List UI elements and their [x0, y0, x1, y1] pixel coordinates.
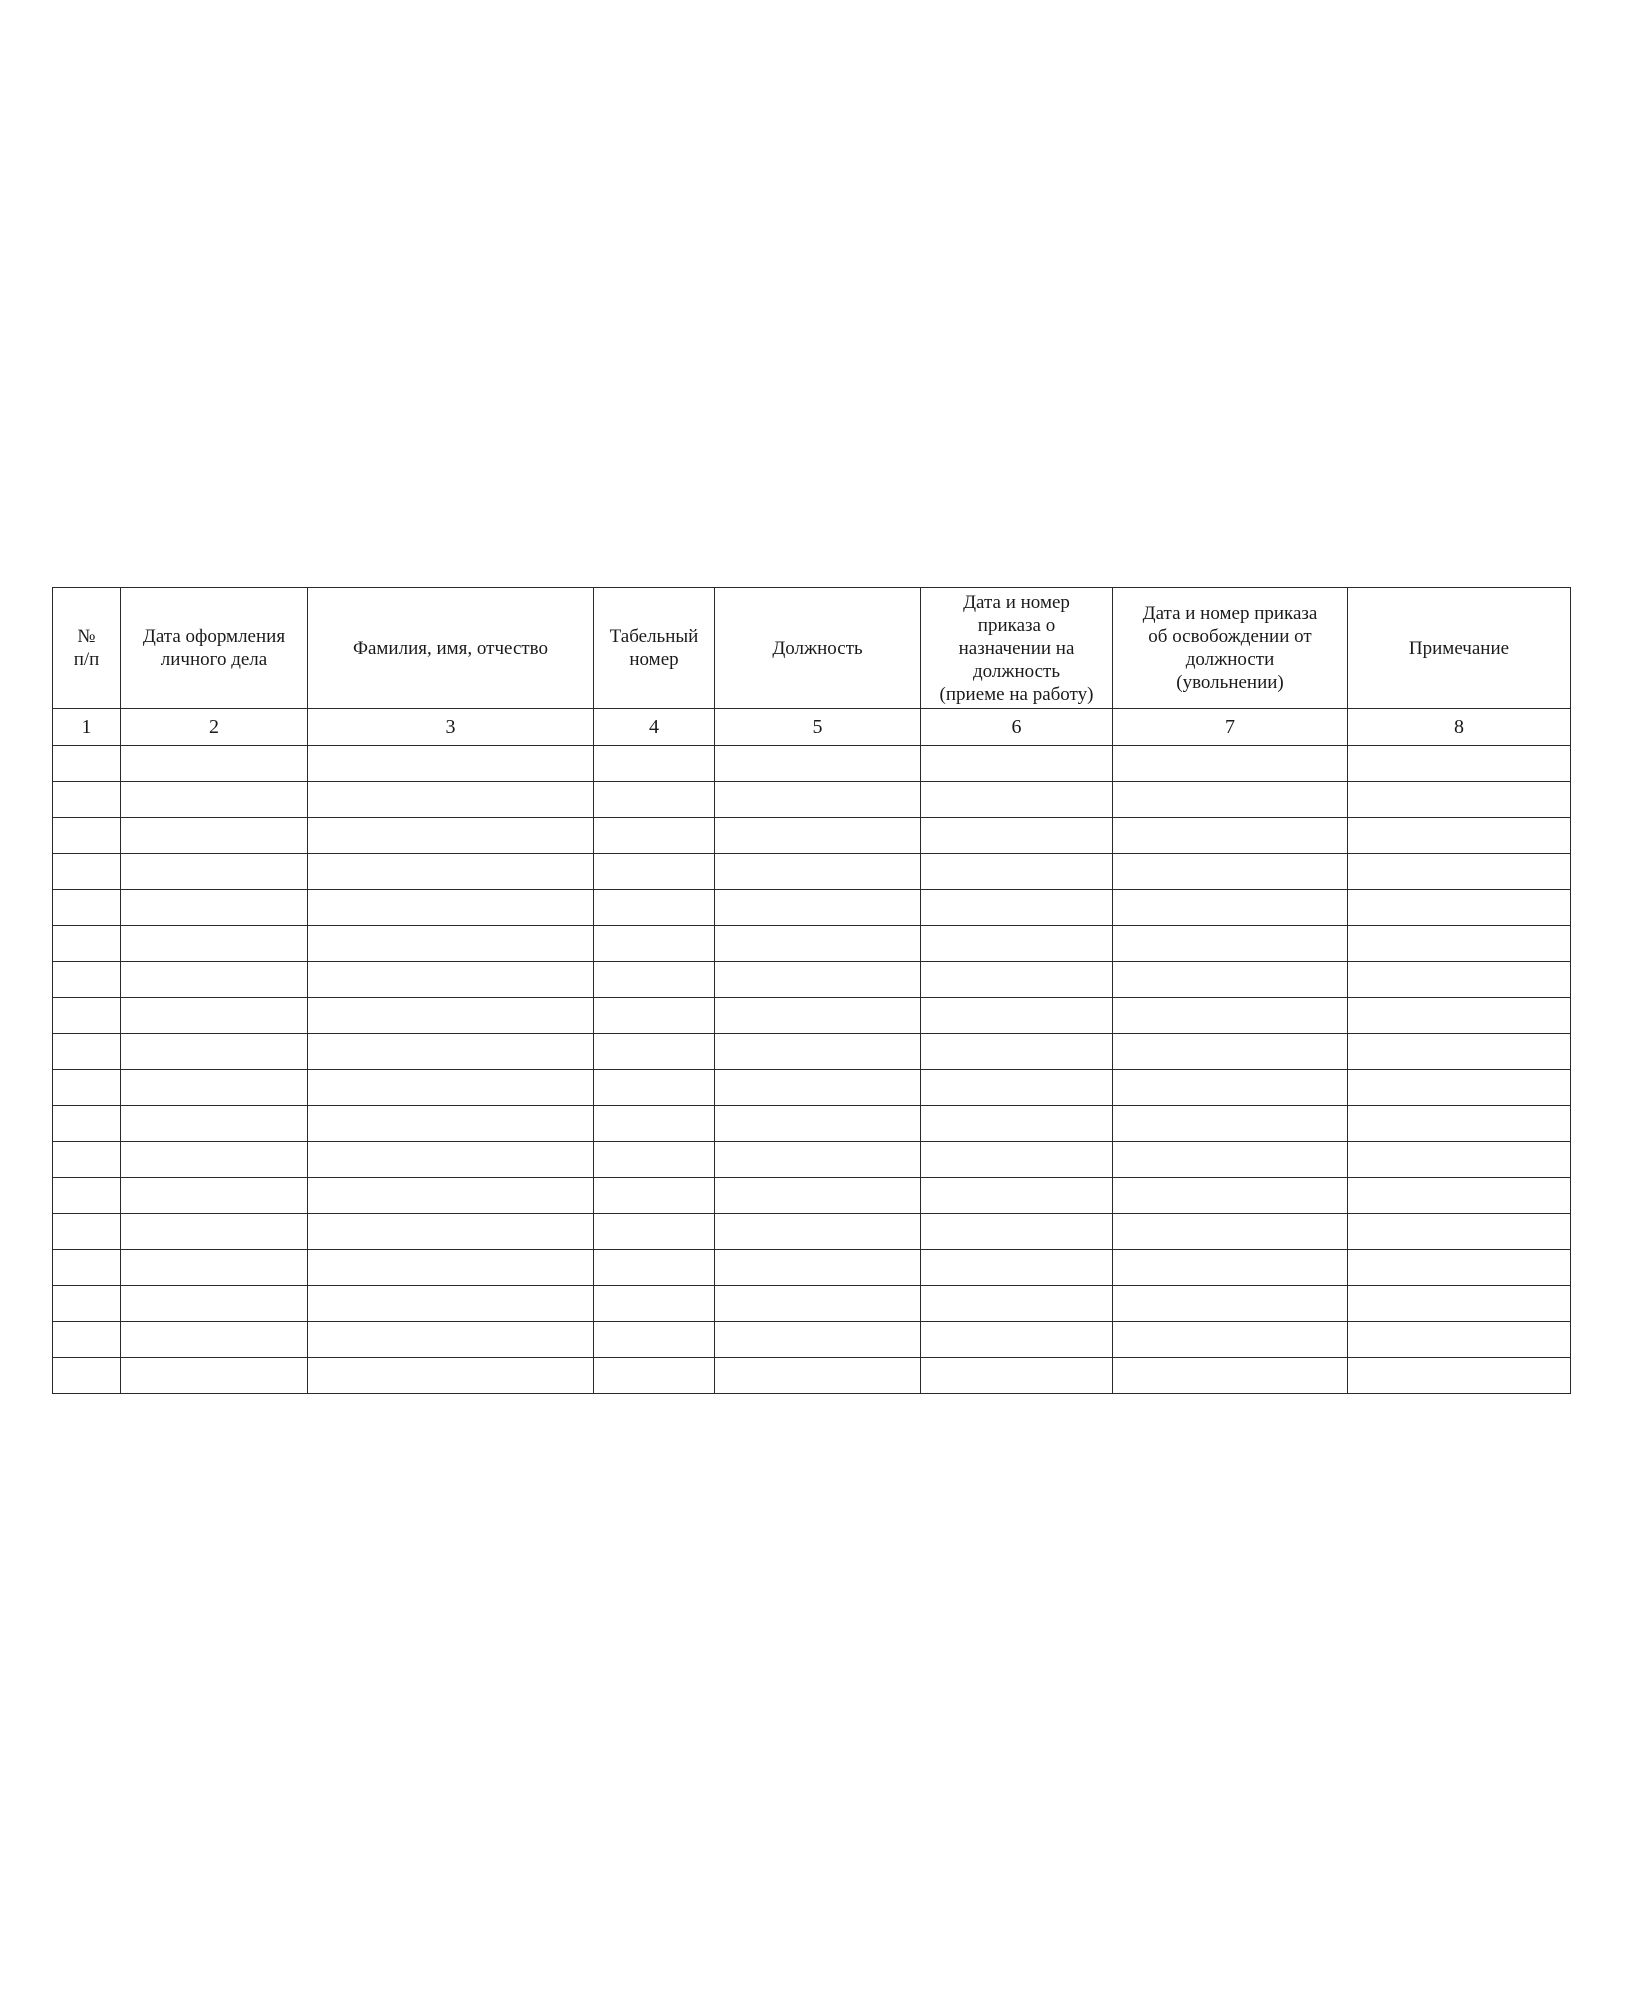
- table-cell: [308, 998, 594, 1034]
- table-cell: [121, 1358, 308, 1394]
- table-cell: [594, 998, 715, 1034]
- table-cell: [715, 1214, 921, 1250]
- table-cell: [715, 1070, 921, 1106]
- table-cell: [1348, 818, 1571, 854]
- table-cell: [715, 1250, 921, 1286]
- table-cell: [715, 1142, 921, 1178]
- table-cell: [715, 890, 921, 926]
- table-cell: [308, 782, 594, 818]
- table-cell: [594, 926, 715, 962]
- table-row: [53, 1250, 1571, 1286]
- table-cell: [121, 1034, 308, 1070]
- table-cell: [594, 890, 715, 926]
- table-cell: [308, 1322, 594, 1358]
- header-personnel-number: Табельный номер: [594, 588, 715, 709]
- table-cell: [121, 1070, 308, 1106]
- table-cell: [921, 818, 1113, 854]
- table-cell: [308, 854, 594, 890]
- table-cell: [53, 1034, 121, 1070]
- table-row: [53, 818, 1571, 854]
- table-cell: [1113, 1142, 1348, 1178]
- table-cell: [1348, 998, 1571, 1034]
- table-cell: [921, 1250, 1113, 1286]
- table-cell: [53, 746, 121, 782]
- table-row: [53, 1358, 1571, 1394]
- table-cell: [1348, 962, 1571, 998]
- table-cell: [921, 1358, 1113, 1394]
- table-cell: [53, 1286, 121, 1322]
- table-cell: [921, 1214, 1113, 1250]
- table-cell: [1348, 1178, 1571, 1214]
- table-cell: [921, 926, 1113, 962]
- table-cell: [308, 926, 594, 962]
- table-cell: [308, 1142, 594, 1178]
- header-position: Должность: [715, 588, 921, 709]
- table-cell: [594, 818, 715, 854]
- header-full-name: Фамилия, имя, отчество: [308, 588, 594, 709]
- table-cell: [594, 1034, 715, 1070]
- table-row: [53, 1106, 1571, 1142]
- table-cell: [121, 962, 308, 998]
- table-row: [53, 1034, 1571, 1070]
- table-cell: [715, 782, 921, 818]
- table-cell: [308, 1070, 594, 1106]
- table-cell: [594, 1178, 715, 1214]
- table-row: [53, 926, 1571, 962]
- table-cell: [1113, 1286, 1348, 1322]
- table-cell: [715, 998, 921, 1034]
- table-cell: [308, 1034, 594, 1070]
- table-cell: [594, 1070, 715, 1106]
- table-cell: [594, 1250, 715, 1286]
- table-cell: [1348, 1358, 1571, 1394]
- table-cell: [1113, 854, 1348, 890]
- table-cell: [53, 1250, 121, 1286]
- table-cell: [1113, 1106, 1348, 1142]
- table-cell: [1348, 1322, 1571, 1358]
- header-row-number: № п/п: [53, 588, 121, 709]
- table-cell: [921, 782, 1113, 818]
- table-cell: [921, 890, 1113, 926]
- column-number: 6: [921, 709, 1113, 746]
- header-row: [53, 588, 1571, 709]
- table-cell: [1113, 998, 1348, 1034]
- table-cell: [121, 818, 308, 854]
- table-cell: [1348, 1106, 1571, 1142]
- table-row: [53, 782, 1571, 818]
- table-cell: [921, 998, 1113, 1034]
- column-number: 3: [308, 709, 594, 746]
- table-cell: [121, 854, 308, 890]
- table-cell: [1348, 854, 1571, 890]
- table-cell: [53, 1358, 121, 1394]
- table-cell: [594, 962, 715, 998]
- table-cell: [1113, 1034, 1348, 1070]
- table-cell: [1348, 782, 1571, 818]
- table-cell: [53, 998, 121, 1034]
- table-cell: [594, 854, 715, 890]
- table-row: [53, 1286, 1571, 1322]
- table-cell: [594, 1358, 715, 1394]
- table-cell: [1113, 782, 1348, 818]
- table-cell: [121, 1322, 308, 1358]
- table-cell: [921, 854, 1113, 890]
- table-cell: [308, 1106, 594, 1142]
- table-cell: [1348, 1070, 1571, 1106]
- table-cell: [121, 926, 308, 962]
- table-cell: [594, 746, 715, 782]
- table-cell: [715, 746, 921, 782]
- table-cell: [1348, 1286, 1571, 1322]
- table-cell: [121, 1106, 308, 1142]
- table-cell: [1113, 818, 1348, 854]
- column-number: 4: [594, 709, 715, 746]
- table-cell: [308, 962, 594, 998]
- table-cell: [715, 962, 921, 998]
- table-row: [53, 890, 1571, 926]
- table-cell: [594, 1142, 715, 1178]
- table-cell: [594, 1106, 715, 1142]
- table-cell: [121, 1214, 308, 1250]
- table-cell: [308, 1358, 594, 1394]
- table-cell: [53, 854, 121, 890]
- table-cell: [1113, 926, 1348, 962]
- column-number: 5: [715, 709, 921, 746]
- table-cell: [715, 1358, 921, 1394]
- table-cell: [715, 926, 921, 962]
- table-row: [53, 1322, 1571, 1358]
- table-cell: [308, 890, 594, 926]
- table-row: [53, 962, 1571, 998]
- table-cell: [921, 962, 1113, 998]
- table-cell: [121, 1142, 308, 1178]
- table-cell: [121, 746, 308, 782]
- header-note: Примечание: [1348, 588, 1571, 709]
- table-cell: [308, 818, 594, 854]
- table-cell: [53, 1142, 121, 1178]
- table-row: [53, 1214, 1571, 1250]
- table-cell: [1348, 1034, 1571, 1070]
- column-number: 7: [1113, 709, 1348, 746]
- column-number: 1: [53, 709, 121, 746]
- table-cell: [53, 1106, 121, 1142]
- table-cell: [1113, 1358, 1348, 1394]
- table-cell: [308, 746, 594, 782]
- table-cell: [594, 1286, 715, 1322]
- table-cell: [1113, 1178, 1348, 1214]
- table-cell: [715, 1322, 921, 1358]
- table-cell: [921, 1106, 1113, 1142]
- table-cell: [308, 1214, 594, 1250]
- table-cell: [308, 1250, 594, 1286]
- table-cell: [1113, 1070, 1348, 1106]
- table-cell: [1348, 890, 1571, 926]
- table-cell: [594, 1322, 715, 1358]
- table-cell: [121, 890, 308, 926]
- table-row: [53, 1178, 1571, 1214]
- table-cell: [921, 1034, 1113, 1070]
- table-cell: [715, 1034, 921, 1070]
- column-number: 8: [1348, 709, 1571, 746]
- table-cell: [308, 1178, 594, 1214]
- table-cell: [715, 1178, 921, 1214]
- table-cell: [53, 962, 121, 998]
- table-cell: [1113, 1322, 1348, 1358]
- table-cell: [1348, 1214, 1571, 1250]
- table-cell: [1348, 746, 1571, 782]
- column-number-row: [53, 709, 1571, 746]
- table-cell: [921, 1178, 1113, 1214]
- table-cell: [921, 1070, 1113, 1106]
- table-cell: [715, 1106, 921, 1142]
- table-cell: [1348, 1250, 1571, 1286]
- table-row: [53, 998, 1571, 1034]
- table-cell: [921, 1286, 1113, 1322]
- table-cell: [308, 1286, 594, 1322]
- table-row: [53, 1142, 1571, 1178]
- table-cell: [53, 1322, 121, 1358]
- table-cell: [121, 1286, 308, 1322]
- column-number: 2: [121, 709, 308, 746]
- table-cell: [121, 1250, 308, 1286]
- table-cell: [921, 746, 1113, 782]
- table-cell: [53, 818, 121, 854]
- table-cell: [121, 1178, 308, 1214]
- table-cell: [1113, 1214, 1348, 1250]
- table-cell: [715, 1286, 921, 1322]
- table-cell: [1113, 746, 1348, 782]
- table-cell: [53, 926, 121, 962]
- table-cell: [53, 782, 121, 818]
- table-cell: [594, 782, 715, 818]
- header-appointment-order: Дата и номер приказа о назначении на должность (приеме на работу): [921, 588, 1113, 709]
- header-file-date: Дата оформления личного дела: [121, 588, 308, 709]
- table-cell: [53, 1070, 121, 1106]
- table-cell: [715, 854, 921, 890]
- personnel-register-table: [52, 587, 1571, 1394]
- table-cell: [1348, 1142, 1571, 1178]
- table-cell: [1113, 1250, 1348, 1286]
- table-cell: [594, 1214, 715, 1250]
- table-cell: [121, 998, 308, 1034]
- table-cell: [715, 818, 921, 854]
- header-dismissal-order: Дата и номер приказа об освобождении от должности (увольнении): [1113, 588, 1348, 709]
- table-cell: [1113, 962, 1348, 998]
- table-cell: [53, 890, 121, 926]
- table-cell: [921, 1142, 1113, 1178]
- table-cell: [121, 782, 308, 818]
- table-cell: [53, 1178, 121, 1214]
- table-cell: [1348, 926, 1571, 962]
- table-cell: [921, 1322, 1113, 1358]
- table-cell: [53, 1214, 121, 1250]
- table-cell: [1113, 890, 1348, 926]
- table-row: [53, 746, 1571, 782]
- table-row: [53, 854, 1571, 890]
- table-row: [53, 1070, 1571, 1106]
